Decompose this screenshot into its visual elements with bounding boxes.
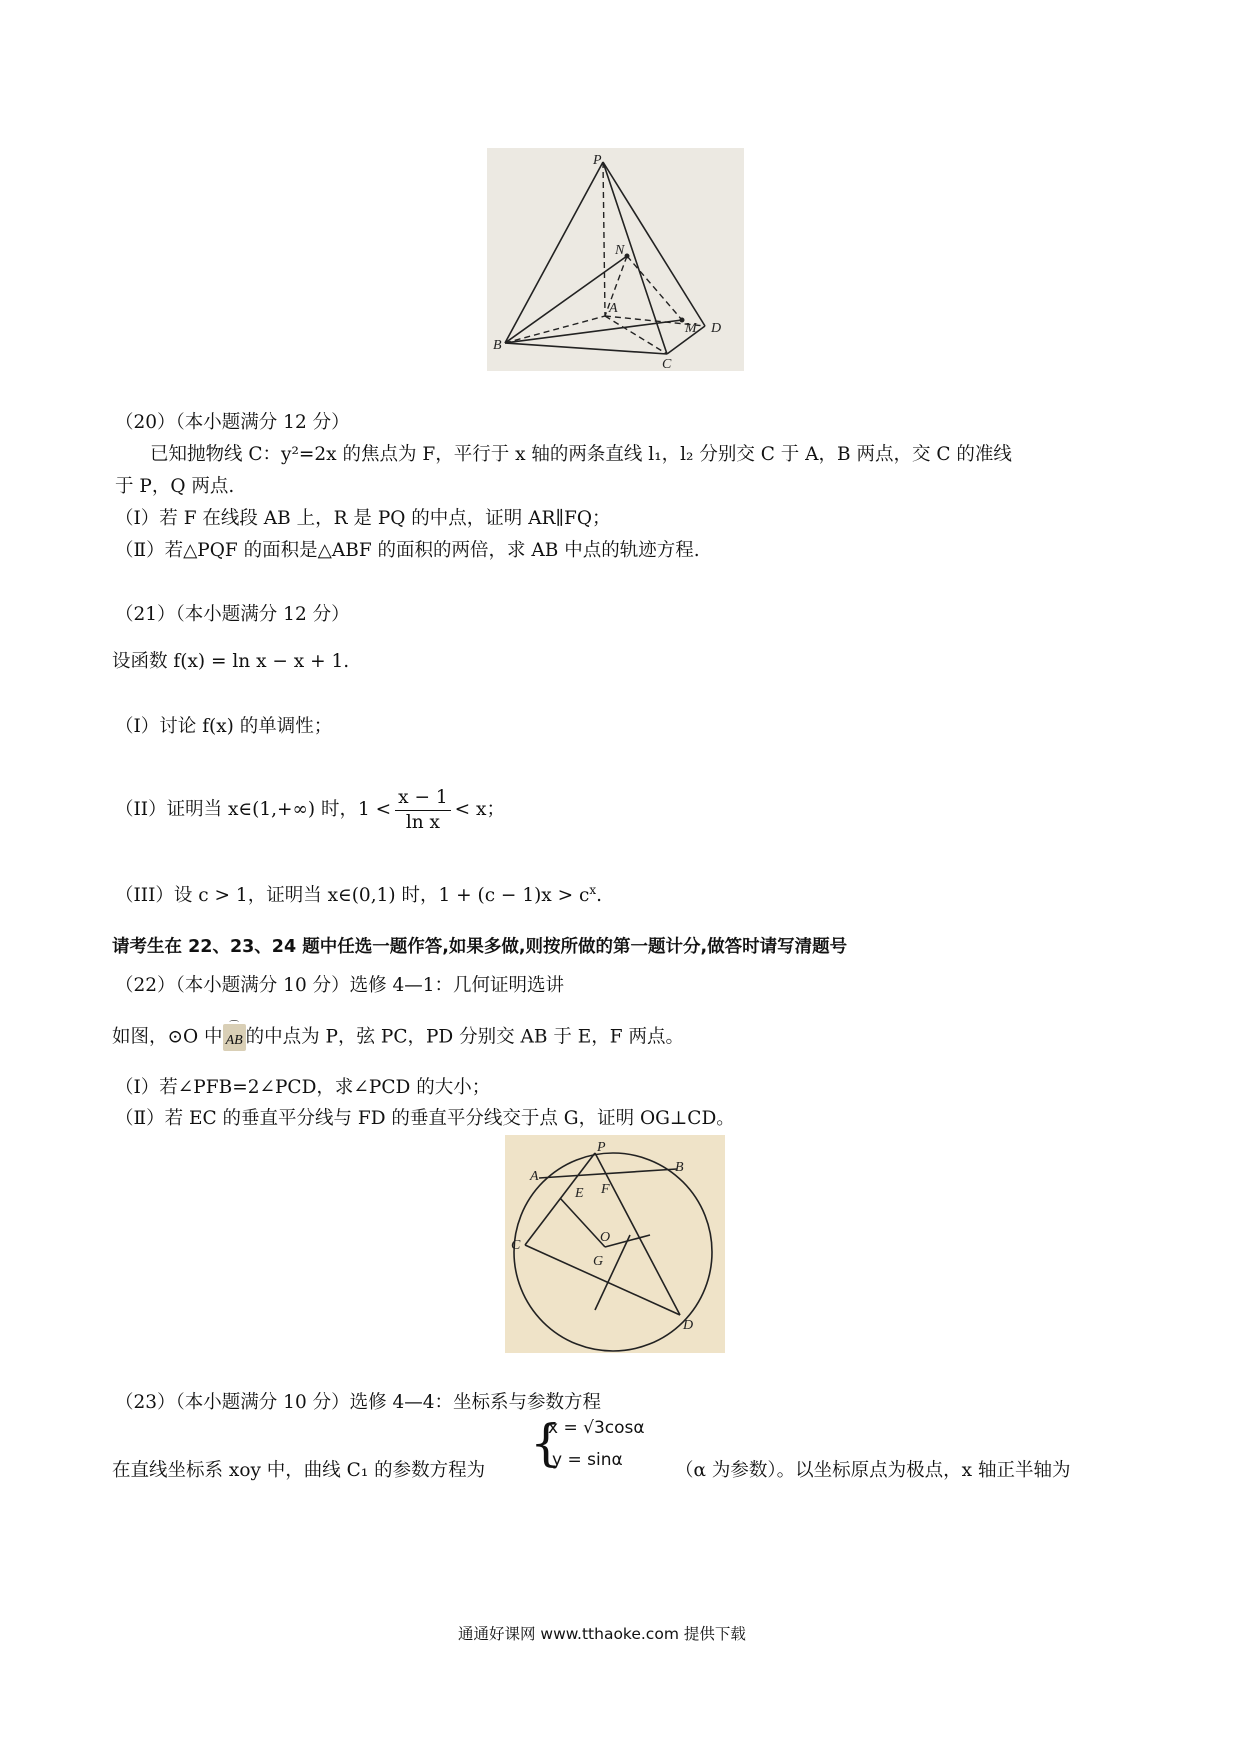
q20-part1: （Ⅰ）若 F 在线段 AB 上，R 是 PQ 的中点，证明 AR∥FQ； xyxy=(115,508,611,529)
q20-stem-line1: 已知抛物线 C：y²=2x 的焦点为 F，平行于 x 轴的两条直线 l₁，l₂ 分别交 C 于 A，B 两点，交 C 的准线 xyxy=(150,444,1012,465)
label-O: O xyxy=(600,1230,611,1245)
label-C: C xyxy=(662,357,672,371)
footer: 通通好课网 www.tthaoke.com 提供下载 xyxy=(458,1625,746,1643)
q22-stem xyxy=(112,1021,684,1051)
q20-stem-line2: 于 P，Q 两点. xyxy=(115,476,235,497)
label-M: M xyxy=(685,321,697,336)
q21-part2 xyxy=(115,782,505,838)
q21-fraction xyxy=(395,786,450,835)
label-D: D xyxy=(711,321,722,336)
q22-part2: （Ⅱ）若 EC 的垂直平分线与 FD 的垂直平分线交于点 G，证明 OG⊥CD。 xyxy=(115,1108,735,1129)
q20-part2: （Ⅱ）若△PQF 的面积是△ABF 的面积的两倍，求 AB 中点的轨迹方程. xyxy=(115,540,700,561)
q21-part3-text: （III）设 c > 1，证明当 x∈(0,1) 时，1 + (c − 1)x > c xyxy=(115,885,590,907)
q22-stem-suffix: 的中点为 P，弦 PC，PD 分别交 AB 于 E，F 两点。 xyxy=(245,1026,684,1048)
q22-part1: （Ⅰ）若∠PFB=2∠PCD，求∠PCD 的大小； xyxy=(115,1077,491,1098)
label-P: P xyxy=(593,153,602,168)
q23-stem-suffix: （α 为参数）。以坐标原点为极点，x 轴正半轴为 xyxy=(675,1460,1071,1481)
label-A: A xyxy=(609,301,618,316)
q22-title: （22）（本小题满分 10 分）选修 4—1：几何证明选讲 xyxy=(115,975,565,996)
parametric-eq1: x = √3cosα xyxy=(548,1418,645,1438)
q21-title: （21）（本小题满分 12 分） xyxy=(115,604,350,625)
q21-part1: （I）讨论 f(x) 的单调性； xyxy=(115,716,333,737)
q21-part3 xyxy=(115,877,602,909)
q21-part3-exponent: x xyxy=(589,883,597,897)
q21-fraction-numerator: x − 1 xyxy=(395,786,450,811)
q21-part3-end: . xyxy=(596,885,603,907)
arc-ab-symbol: ⌒ AB xyxy=(223,1024,246,1051)
circle-figure xyxy=(505,1135,725,1353)
parametric-brace: { xyxy=(530,1414,562,1472)
q21-part2-suffix: < x； xyxy=(454,799,505,820)
parametric-system xyxy=(530,1416,680,1478)
q21-fraction-denominator: ln x xyxy=(405,811,440,833)
q20-title: （20）（本小题满分 12 分） xyxy=(115,412,350,433)
label-A2: A xyxy=(530,1169,539,1184)
q21-part2-prefix: （II）证明当 x∈(1,+∞) 时，1 < xyxy=(115,799,392,820)
label-B: B xyxy=(493,338,502,353)
q23-stem-prefix: 在直线坐标系 xoy 中，曲线 C₁ 的参数方程为 xyxy=(112,1460,486,1481)
q21-stem: 设函数 f(x) = ln x − x + 1. xyxy=(112,651,350,672)
pyramid-diagram xyxy=(487,148,744,371)
pyramid-figure xyxy=(487,148,744,371)
q23-title: （23）（本小题满分 10 分）选修 4—4：坐标系与参数方程 xyxy=(115,1392,602,1413)
parametric-eq2: y = sinα xyxy=(552,1450,623,1470)
circle-diagram xyxy=(505,1135,725,1353)
label-F: F xyxy=(601,1182,610,1197)
label-N: N xyxy=(615,243,625,258)
label-E: E xyxy=(575,1186,584,1201)
label-B2: B xyxy=(675,1160,684,1175)
arc-ab-label: AB xyxy=(225,1033,243,1048)
q22-stem-prefix: 如图，⊙O 中 xyxy=(112,1026,223,1048)
label-P2: P xyxy=(597,1140,606,1155)
label-G: G xyxy=(593,1254,604,1269)
label-D2: D xyxy=(683,1318,694,1333)
label-C2: C xyxy=(511,1238,521,1253)
notice: 请考生在 22、23、24 题中任选一题作答,如果多做,则按所做的第一题计分,做答时请写清题号 xyxy=(112,937,848,957)
